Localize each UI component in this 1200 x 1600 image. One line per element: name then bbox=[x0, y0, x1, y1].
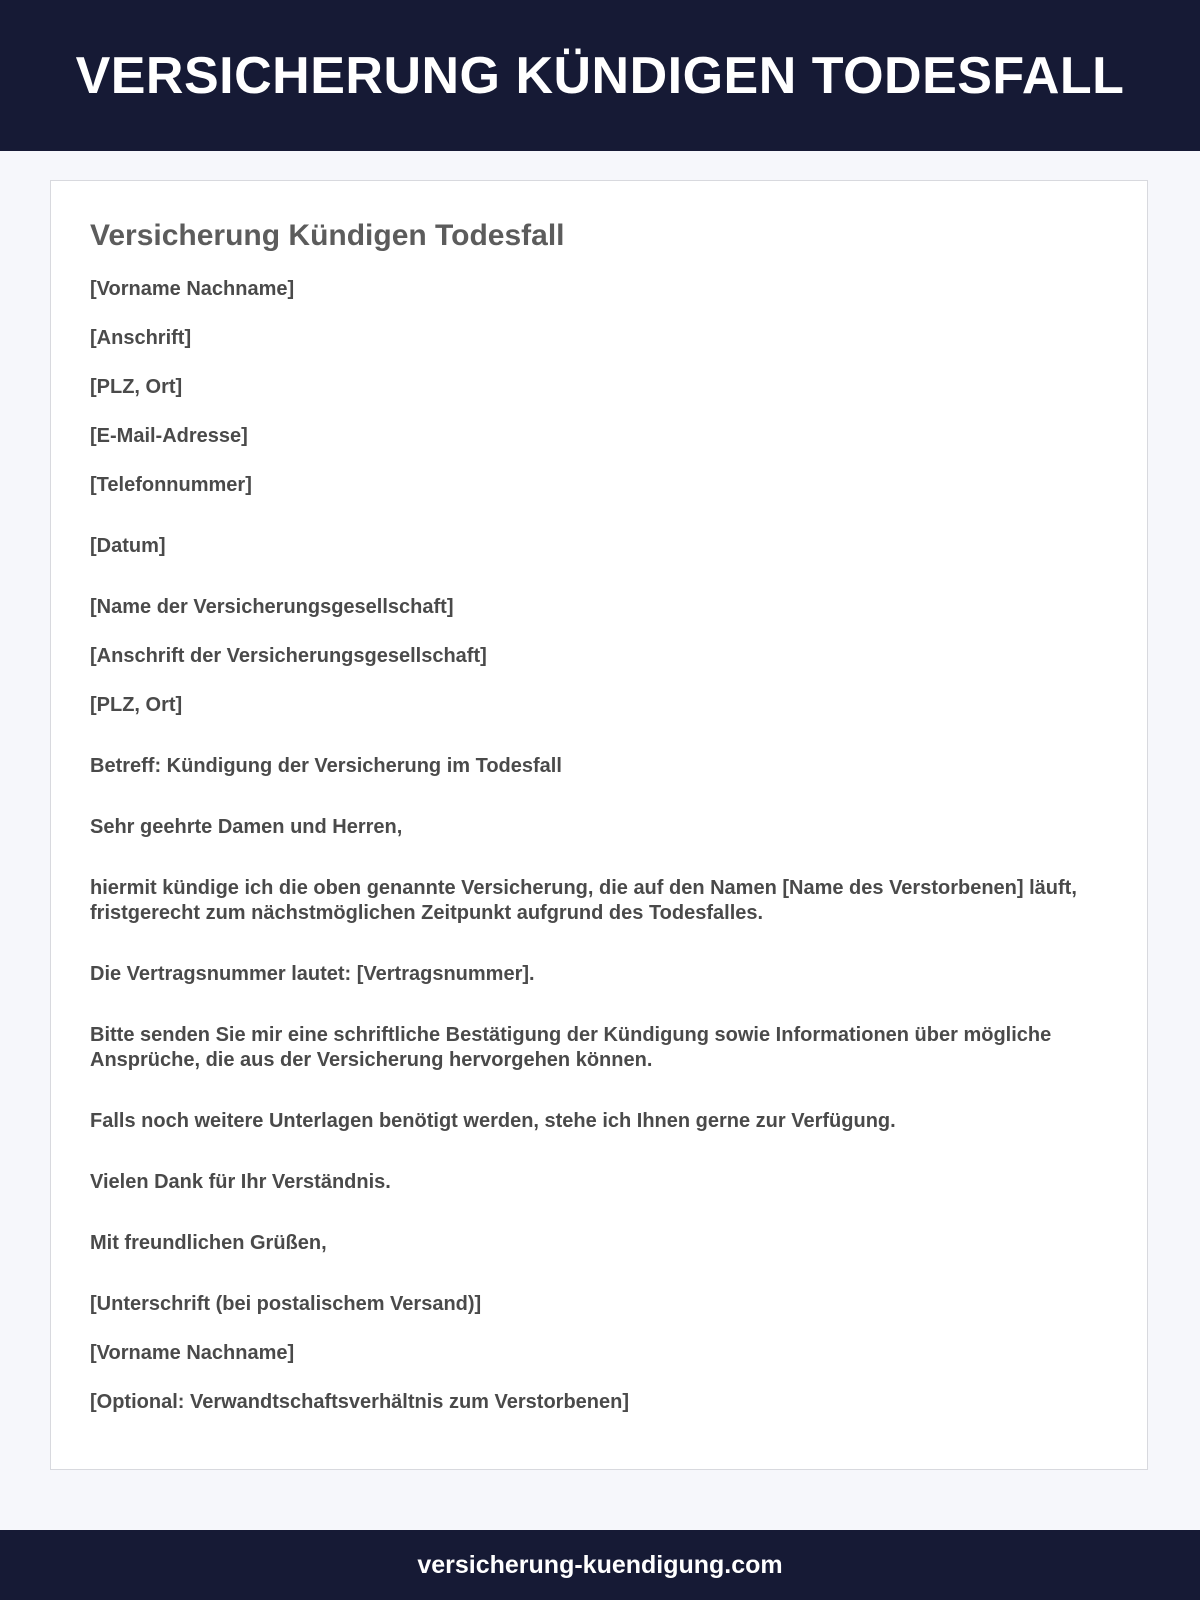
sender-address: [Anschrift] bbox=[90, 327, 192, 349]
page-title: VERSICHERUNG KÜNDIGEN TODESFALL bbox=[75, 46, 1125, 105]
recipient-address: [Anschrift der Versicherungsgesellschaft] bbox=[90, 645, 487, 667]
letter-paragraph-4: Falls noch weitere Unterlagen benötigt werden, stehe ich Ihnen gerne zur Verfügung. bbox=[90, 1110, 896, 1132]
relationship-note: [Optional: Verwandtschaftsverhältnis zum Verstorbenen] bbox=[90, 1391, 630, 1413]
sender-email: [E-Mail-Adresse] bbox=[90, 425, 248, 447]
recipient-city: [PLZ, Ort] bbox=[90, 694, 183, 716]
letter-title: Versicherung Kündigen Todesfall bbox=[90, 219, 565, 252]
recipient-name: [Name der Versicherungsgesellschaft] bbox=[90, 596, 454, 618]
signature-placeholder: [Unterschrift (bei postalischem Versand)] bbox=[90, 1293, 482, 1315]
footer-site: versicherung-kuendigung.com bbox=[417, 1550, 783, 1579]
footer-bar bbox=[0, 1530, 1200, 1600]
letter-paragraph-3: Bitte senden Sie mir eine schriftliche Bestätigung der Kündigung sowie Informationen über mögliche Ansprüche, die aus der Versicherung hervorgehen können. bbox=[90, 1024, 1052, 1071]
letter-card bbox=[50, 180, 1148, 1470]
letter-closing: Mit freundlichen Grüßen, bbox=[90, 1232, 327, 1254]
letter-paragraph-5: Vielen Dank für Ihr Verständnis. bbox=[90, 1171, 391, 1193]
letter-date: [Datum] bbox=[90, 535, 166, 557]
letter-subject: Betreff: Kündigung der Versicherung im Todesfall bbox=[90, 755, 562, 777]
sender-phone: [Telefonnummer] bbox=[90, 474, 252, 496]
letter-paragraph-1: hiermit kündige ich die oben genannte Versicherung, die auf den Namen [Name des Verstorbenen] läuft, fristgerecht zum nächstmöglichen Zeitpunkt aufgrund des Todesfalles. bbox=[90, 877, 1077, 924]
header-banner bbox=[0, 0, 1200, 151]
letter-paragraph-2: Die Vertragsnummer lautet: [Vertragsnummer]. bbox=[90, 963, 535, 985]
signer-name: [Vorname Nachname] bbox=[90, 1342, 295, 1364]
sender-city: [PLZ, Ort] bbox=[90, 376, 183, 398]
sender-name: [Vorname Nachname] bbox=[90, 278, 295, 300]
letter-salutation: Sehr geehrte Damen und Herren, bbox=[90, 816, 403, 838]
